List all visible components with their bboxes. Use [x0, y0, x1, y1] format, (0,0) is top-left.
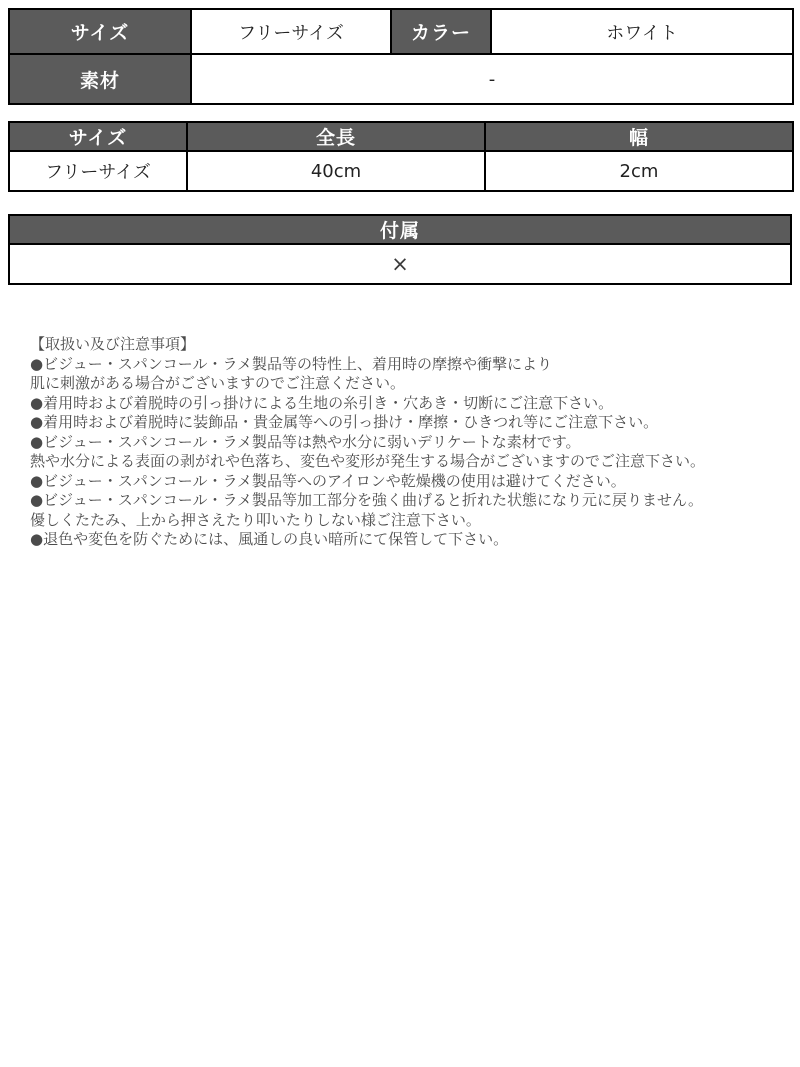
- care-note-line: ●ビジュー・スパンコール・ラメ製品等の特性上、着用時の摩擦や衝撃により: [30, 354, 553, 373]
- care-note-line: 熱や水分による表面の剥がれや色落ち、変色や変形が発生する場合がございますのでご注意下さい。: [30, 452, 706, 470]
- size-value: フリーサイズ: [191, 9, 391, 54]
- table-row: [9, 54, 793, 104]
- accessory-header: 付属: [9, 215, 791, 244]
- material-header: 素材: [9, 54, 191, 104]
- size-header: サイズ: [9, 9, 191, 54]
- accessory-table: [8, 214, 792, 285]
- table-row: [9, 151, 793, 191]
- color-value: ホワイト: [491, 9, 793, 54]
- material-value: -: [191, 54, 793, 104]
- measurement-length-value: 40cm: [187, 151, 485, 191]
- measurement-width-value: 2cm: [485, 151, 793, 191]
- care-note-line: ●ビジュー・スパンコール・ラメ製品等は熱や水分に弱いデリケートな素材です。: [30, 432, 581, 451]
- measurement-size-header: サイズ: [9, 122, 187, 151]
- care-note-line: ●着用時および着脱時に装飾品・貴金属等への引っ掛け・摩擦・ひきつれ等にご注意下さい。: [30, 413, 659, 431]
- table-header-row: [9, 215, 791, 244]
- care-note-line: ●着用時および着脱時の引っ掛けによる生地の糸引き・穴あき・切断にご注意下さい。: [30, 393, 614, 412]
- accessory-value: ×: [9, 244, 791, 284]
- care-note-line: ●退色や変色を防ぐためには、風通しの良い暗所にて保管して下さい。: [30, 530, 509, 548]
- measurement-table: [8, 121, 794, 192]
- measurement-size-value: フリーサイズ: [9, 151, 187, 191]
- care-note-line: 優しくたたみ、上から押さえたり叩いたりしない様ご注意下さい。: [30, 510, 481, 529]
- measurement-width-header: 幅: [485, 122, 793, 151]
- size-color-table: [8, 8, 794, 105]
- care-note-line: ●ビジュー・スパンコール・ラメ製品等へのアイロンや乾燥機の使用は避けてください。: [30, 471, 626, 490]
- care-note-line: ●ビジュー・スパンコール・ラメ製品等加工部分を強く曲げると折れた状態になり元に戻りません。: [30, 491, 703, 509]
- measurement-length-header: 全長: [187, 122, 485, 151]
- care-notes-title: 【取扱い及び注意事項】: [30, 335, 196, 353]
- care-note-line: 肌に刺激がある場合がございますのでご注意ください。: [30, 374, 406, 392]
- care-notes: [30, 335, 792, 550]
- table-row: [9, 244, 791, 284]
- table-header-row: [9, 122, 793, 151]
- table-row: [9, 9, 793, 54]
- color-header: カラー: [391, 9, 491, 54]
